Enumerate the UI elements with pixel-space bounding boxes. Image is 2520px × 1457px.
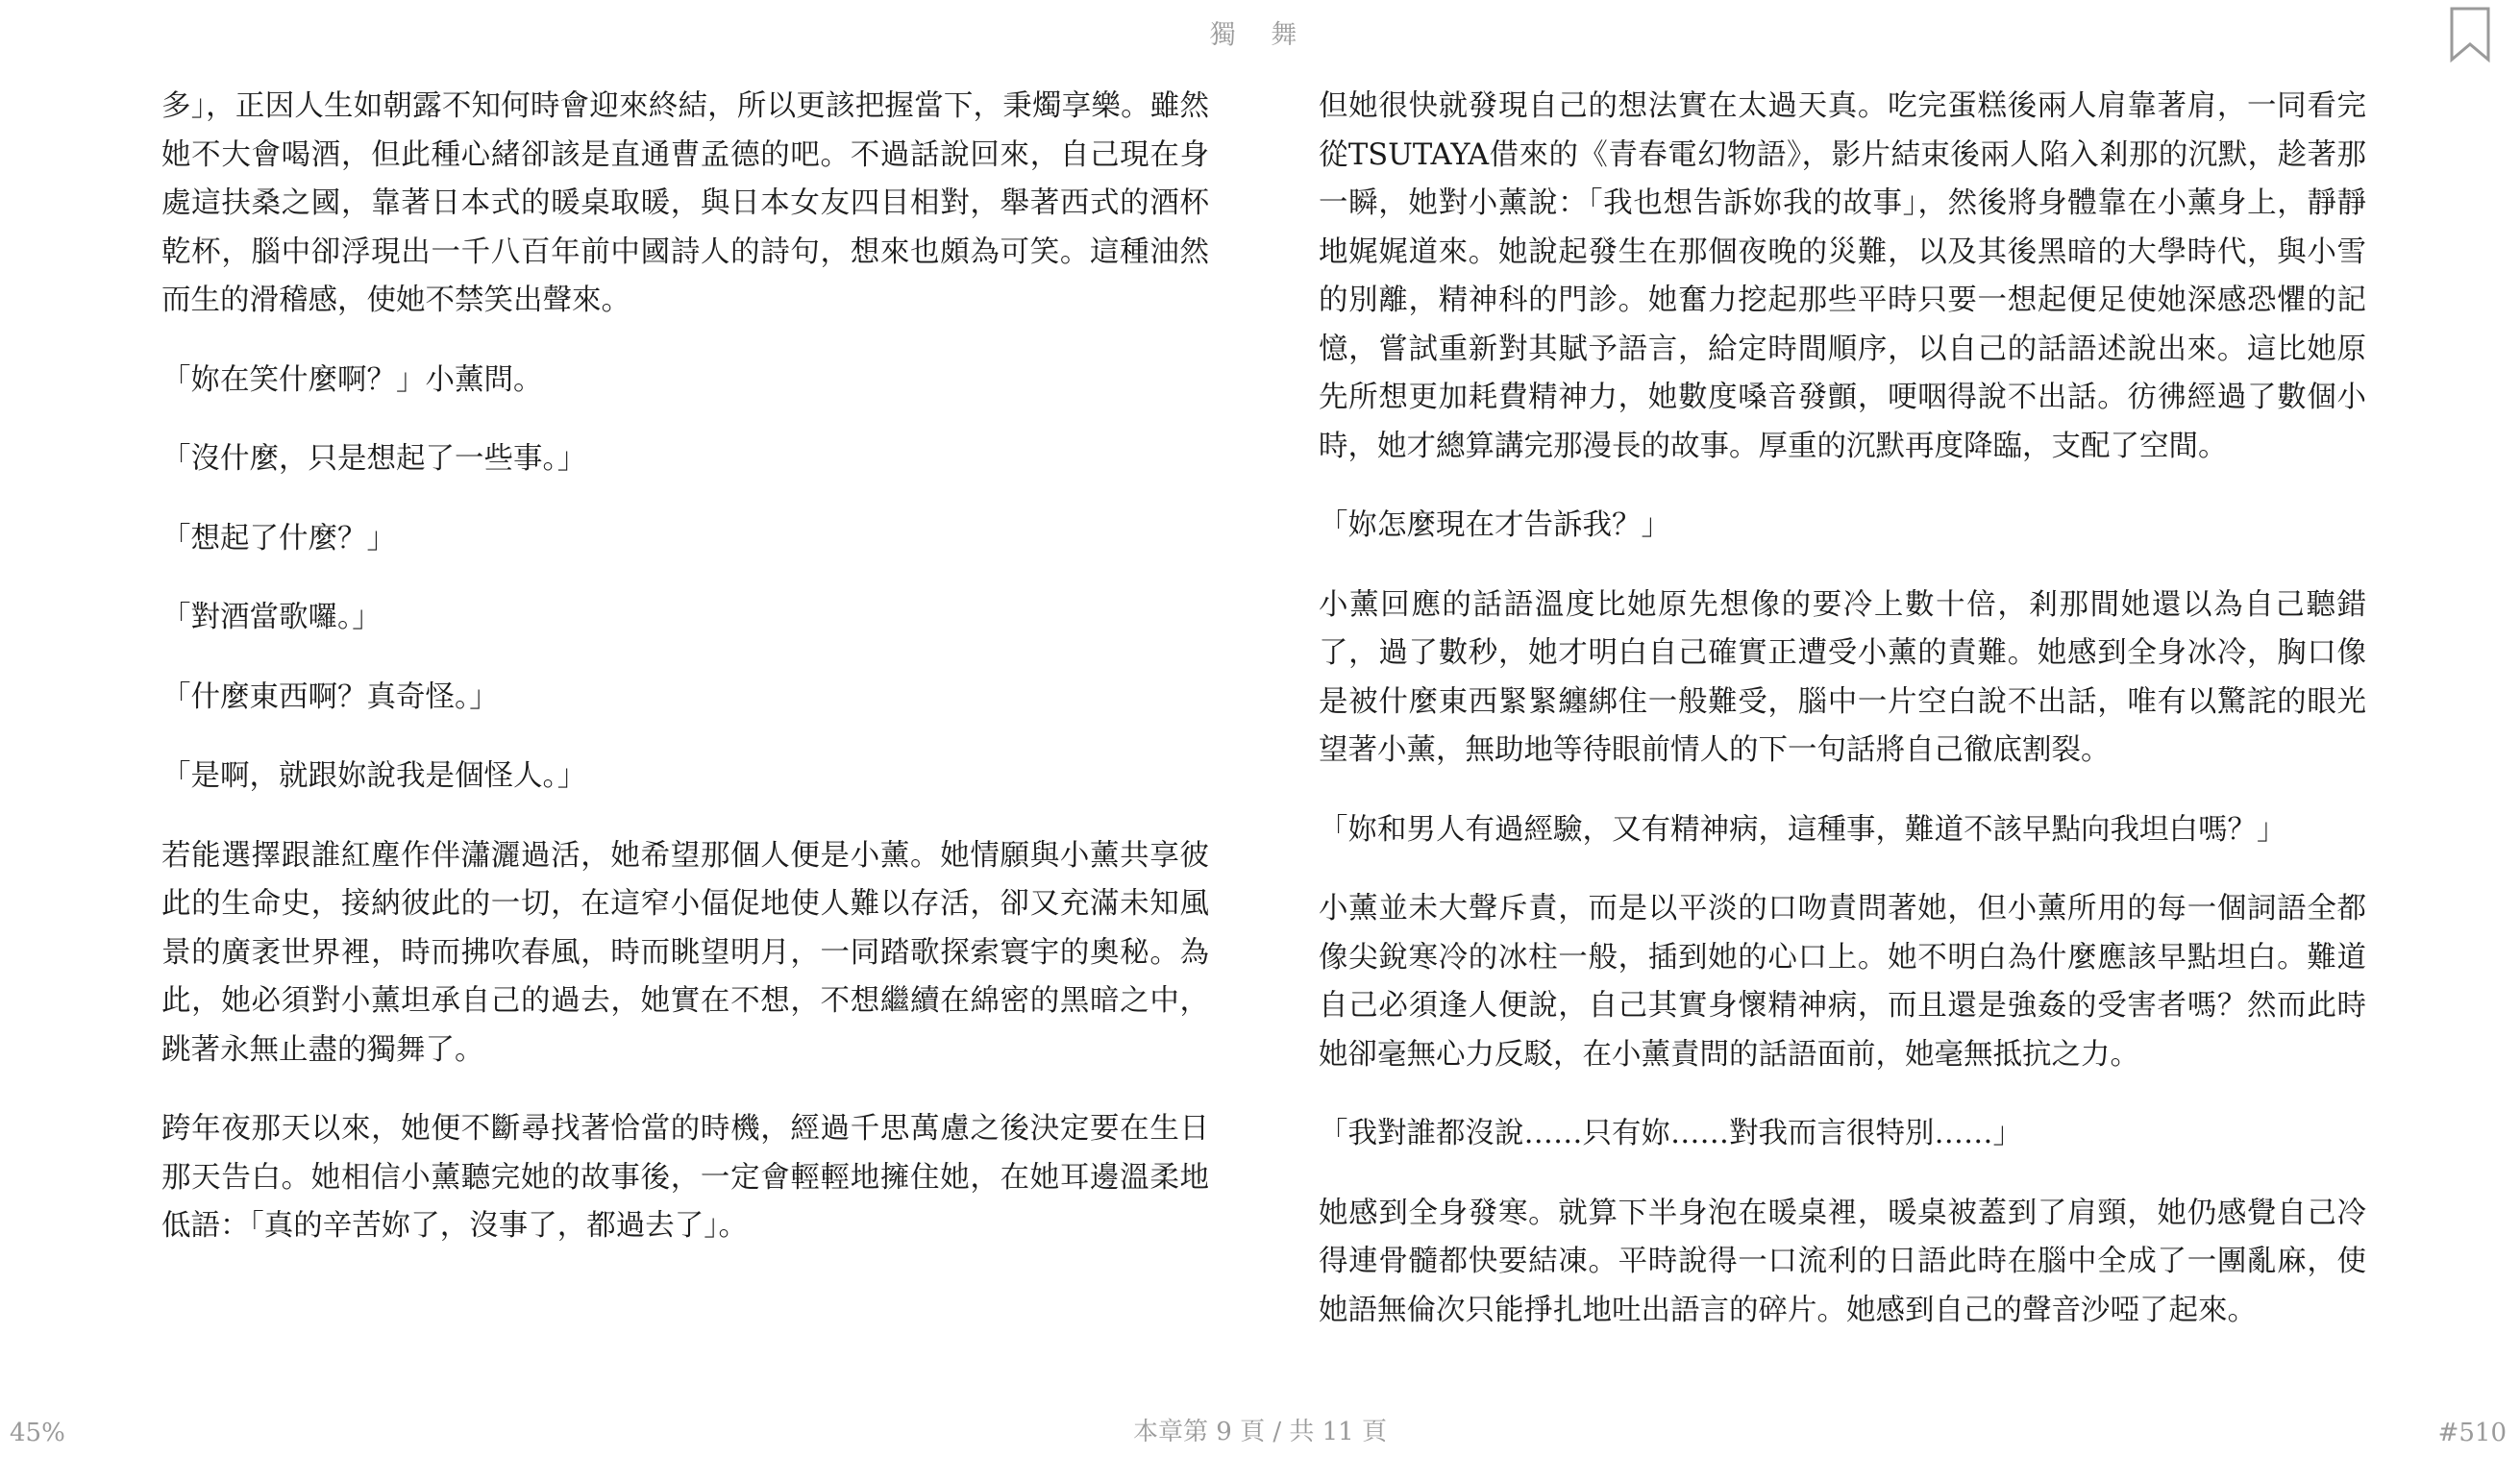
paragraph: 「什麼東西啊？真奇怪。」: [161, 679, 499, 714]
paragraph: 「我對誰都沒說……只有妳……對我而言很特別……」: [1319, 1117, 2022, 1150]
paragraph: 多」，正因人生如朝露不知何時會迎來終結，所以更該把握當下，秉燭享樂。雖然她不大會喝酒，但此種心緒卻該是直通曹孟德的吧。不過話說回來，自己現在身處這扶桑之國，靠著日本式的暖桌取暖，與日本女友四目相對，舉著西式的酒杯乾杯，腦中卻浮現出一千八百年前中國詩人的詩句，想來也頗為可笑。這種油然而生的滑稽感，使她不禁笑出聲來。: [161, 89, 1209, 317]
paragraph: 「妳怎麼現在才告訴我？」: [1319, 508, 1670, 542]
left-page-column: [161, 83, 1209, 1282]
paragraph: 她感到全身發寒。就算下半身泡在暖桌裡，暖桌被蓋到了肩頸，她仍感覺自己冷得連骨髓都快要結凍。平時說得一口流利的日語此時在腦中全成了一團亂麻，使她語無倫次只能掙扎地吐出語言的碎片。她感到自己的聲音沙啞了起來。: [1319, 1196, 2366, 1327]
chapter-page-indicator: 本章第 9 頁 / 共 11 頁: [1133, 1418, 1387, 1446]
paragraph: 跨年夜那天以來，她便不斷尋找著恰當的時機，經過千思萬慮之後決定要在生日那天告白。她相信小薰聽完她的故事後，一定會輕輕地擁住她，在她耳邊溫柔地低語：「真的辛苦妳了，沒事了，都過去了」。: [161, 1112, 1209, 1243]
paragraph: 「妳和男人有過經驗，又有精神病，這種事，難道不該早點向我坦白嗎？」: [1319, 812, 2286, 847]
paragraph: 「想起了什麼？」: [161, 521, 396, 556]
bookmark-icon[interactable]: [2449, 6, 2491, 63]
location-number: #510: [2437, 1419, 2507, 1447]
paragraph: 「妳在笑什麼啊？」小薰問。: [161, 362, 543, 397]
right-page-column: [1319, 83, 2366, 1366]
reading-progress-percent: 45%: [10, 1419, 65, 1447]
paragraph: 「對酒當歌囉。」: [161, 601, 382, 634]
paragraph: 若能選擇跟誰紅塵作伴瀟灑過活，她希望那個人便是小薰。她情願與小薰共享彼此的生命史，接納彼此的一切，在這窄小偪促地使人難以存活，卻又充滿未知風景的廣袤世界裡，時而拂吹春風，時而眺望明月，一同踏歌探索寰宇的奧秘。為此，她必須對小薰坦承自己的過去，她實在不想，不想繼續在綿密的黑暗之中，跳著永無止盡的獨舞了。: [161, 838, 1209, 1067]
paragraph: 但她很快就發現自己的想法實在太過天真。吃完蛋糕後兩人肩靠著肩，一同看完從TSUTAYA借來的《青春電幻物語》，影片結束後兩人陷入剎那的沉默，趁著那一瞬，她對小薰說：「我也想告訴妳我的故事」，然後將身體靠在小薰身上，靜靜地娓娓道來。她說起發生在那個夜晚的災難，以及其後黑暗的大學時代，與小雪的別離，精神科的門診。她奮力挖起那些平時只要一想起便足使她深感恐懼的記憶，嘗試重新對其賦予語言，給定時間順序，以自己的話語述說出來。這比她原先所想更加耗費精神力，她數度嗓音發顫，哽咽得說不出話。彷彿經過了數個小時，她才總算講完那漫長的故事。厚重的沉默再度降臨，支配了空間。: [1319, 89, 2366, 463]
paragraph: 小薰並未大聲斥責，而是以平淡的口吻責問著她，但小薰所用的每一個詞語全都像尖銳寒冷的冰柱一般，插到她的心口上。她不明白為什麼應該早點坦白。難道自己必須逢人便說，自己其實身懷精神病，而且還是強姦的受害者嗎？然而此時她卻毫無心力反駁，在小薰責問的話語面前，她毫無抵抗之力。: [1319, 892, 2366, 1072]
paragraph: 「是啊，就跟妳說我是個怪人。」: [161, 759, 587, 793]
paragraph: 小薰回應的話語溫度比她原先想像的要冷上數十倍，剎那間她還以為自己聽錯了，過了數秒，她才明白自己確實正遭受小薰的責難。她感到全身冰冷，胸口像是被什麼東西緊緊纏綁住一般難受，腦中一片空白說不出話，唯有以驚詫的眼光望著小薰，無助地等待眼前情人的下一句話將自己徹底割裂。: [1319, 587, 2366, 767]
book-title: 獨 舞: [1209, 20, 1311, 50]
paragraph: 「沒什麼，只是想起了一些事。」: [161, 442, 587, 476]
